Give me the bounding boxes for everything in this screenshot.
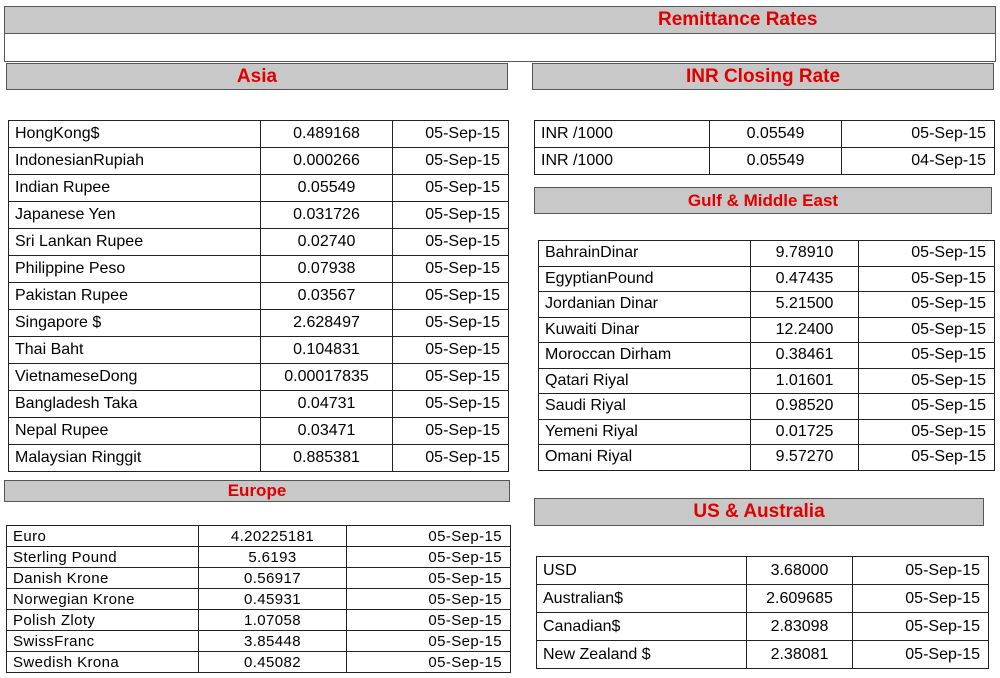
inr-heading-text: INR Closing Rate <box>685 65 841 87</box>
currency-name: Thai Baht <box>9 337 261 364</box>
rate-value: 3.68000 <box>747 557 853 585</box>
table-row <box>537 613 989 641</box>
table-row <box>535 148 995 175</box>
table-row <box>7 652 511 673</box>
rate-date: 05-Sep-15 <box>347 589 511 610</box>
us-table <box>536 556 989 669</box>
rate-value: 0.03471 <box>261 418 393 445</box>
rate-date: 05-Sep-15 <box>347 547 511 568</box>
asia-heading <box>6 63 508 90</box>
rate-date: 05-Sep-15 <box>859 266 995 292</box>
rate-value: 0.05549 <box>710 148 842 175</box>
rate-date: 05-Sep-15 <box>859 343 995 369</box>
table-row <box>539 419 995 445</box>
rate-date: 04-Sep-15 <box>842 148 995 175</box>
rate-value: 4.20225181 <box>199 526 347 547</box>
table-row <box>539 343 995 369</box>
table-row <box>539 368 995 394</box>
page-title-text: Remittance Rates <box>658 9 818 30</box>
rate-value: 5.21500 <box>751 292 859 318</box>
gulf-heading <box>534 187 992 214</box>
rate-date: 05-Sep-15 <box>842 121 995 148</box>
currency-name: Nepal Rupee <box>9 418 261 445</box>
rate-value: 0.07938 <box>261 256 393 283</box>
currency-name: VietnameseDong <box>9 364 261 391</box>
rate-value: 0.000266 <box>261 148 393 175</box>
rate-value: 0.56917 <box>199 568 347 589</box>
table-row <box>539 266 995 292</box>
currency-name: EgyptianPound <box>539 266 751 292</box>
europe-heading-text: Europe <box>227 481 287 500</box>
inr-heading <box>532 63 994 90</box>
currency-name: Euro <box>7 526 199 547</box>
currency-name: SwissFranc <box>7 631 199 652</box>
table-row <box>9 283 509 310</box>
table-row <box>9 256 509 283</box>
rate-date: 05-Sep-15 <box>347 610 511 631</box>
rate-date: 05-Sep-15 <box>393 148 509 175</box>
rate-value: 3.85448 <box>199 631 347 652</box>
table-row <box>7 631 511 652</box>
rate-value: 0.01725 <box>751 419 859 445</box>
rate-date: 05-Sep-15 <box>393 337 509 364</box>
rate-value: 1.07058 <box>199 610 347 631</box>
rate-date: 05-Sep-15 <box>347 631 511 652</box>
rate-date: 05-Sep-15 <box>393 364 509 391</box>
table-row <box>537 557 989 585</box>
table-row <box>7 589 511 610</box>
table-row <box>9 121 509 148</box>
table-row <box>9 418 509 445</box>
inr-table <box>534 120 995 175</box>
currency-name: Singapore $ <box>9 310 261 337</box>
table-row <box>9 445 509 472</box>
currency-name: Saudi Riyal <box>539 394 751 420</box>
table-row <box>9 202 509 229</box>
rate-value: 2.38081 <box>747 641 853 669</box>
rate-date: 05-Sep-15 <box>393 283 509 310</box>
rate-date: 05-Sep-15 <box>853 641 989 669</box>
rate-date: 05-Sep-15 <box>393 256 509 283</box>
rate-date: 05-Sep-15 <box>859 394 995 420</box>
currency-name: Sri Lankan Rupee <box>9 229 261 256</box>
currency-name: New Zealand $ <box>537 641 747 669</box>
currency-name: Philippine Peso <box>9 256 261 283</box>
europe-heading <box>4 480 510 502</box>
currency-name: Qatari Riyal <box>539 368 751 394</box>
us-heading-text: US & Australia <box>693 501 825 522</box>
currency-name: INR /1000 <box>535 121 710 148</box>
currency-name: Yemeni Riyal <box>539 419 751 445</box>
currency-name: Australian$ <box>537 585 747 613</box>
rate-date: 05-Sep-15 <box>347 526 511 547</box>
table-row <box>535 121 995 148</box>
rate-date: 05-Sep-15 <box>393 391 509 418</box>
currency-name: Polish Zloty <box>7 610 199 631</box>
currency-name: Norwegian Krone <box>7 589 199 610</box>
gulf-heading-text: Gulf & Middle East <box>687 190 839 210</box>
rate-date: 05-Sep-15 <box>393 445 509 472</box>
rate-date: 05-Sep-15 <box>853 613 989 641</box>
currency-name: Indian Rupee <box>9 175 261 202</box>
table-row <box>9 364 509 391</box>
table-row <box>7 547 511 568</box>
currency-name: Pakistan Rupee <box>9 283 261 310</box>
rate-value: 0.98520 <box>751 394 859 420</box>
rate-value: 2.628497 <box>261 310 393 337</box>
rate-value: 0.104831 <box>261 337 393 364</box>
rate-date: 05-Sep-15 <box>853 585 989 613</box>
table-row <box>9 229 509 256</box>
rate-date: 05-Sep-15 <box>393 121 509 148</box>
page-title <box>4 6 996 34</box>
rate-date: 05-Sep-15 <box>347 568 511 589</box>
currency-name: IndonesianRupiah <box>9 148 261 175</box>
currency-name: Swedish Krona <box>7 652 199 673</box>
rate-value: 0.05549 <box>261 175 393 202</box>
table-row <box>7 526 511 547</box>
table-row <box>7 610 511 631</box>
currency-name: HongKong$ <box>9 121 261 148</box>
rate-value: 0.02740 <box>261 229 393 256</box>
currency-name: Canadian$ <box>537 613 747 641</box>
table-row <box>537 585 989 613</box>
currency-name: Danish Krone <box>7 568 199 589</box>
asia-table <box>8 120 509 472</box>
rate-value: 2.83098 <box>747 613 853 641</box>
currency-name: Japanese Yen <box>9 202 261 229</box>
currency-name: Sterling Pound <box>7 547 199 568</box>
rate-value: 0.45082 <box>199 652 347 673</box>
table-row <box>9 175 509 202</box>
currency-name: INR /1000 <box>535 148 710 175</box>
rate-date: 05-Sep-15 <box>859 368 995 394</box>
currency-name: Moroccan Dirham <box>539 343 751 369</box>
rate-date: 05-Sep-15 <box>393 175 509 202</box>
rate-value: 5.6193 <box>199 547 347 568</box>
table-row <box>9 337 509 364</box>
gulf-table <box>538 240 995 471</box>
rate-date: 05-Sep-15 <box>859 419 995 445</box>
table-row <box>539 241 995 267</box>
rate-value: 0.03567 <box>261 283 393 310</box>
currency-name: Jordanian Dinar <box>539 292 751 318</box>
rate-value: 9.57270 <box>751 445 859 471</box>
rate-value: 1.01601 <box>751 368 859 394</box>
rate-date: 05-Sep-15 <box>859 241 995 267</box>
rate-value: 2.609685 <box>747 585 853 613</box>
table-row <box>7 568 511 589</box>
rate-date: 05-Sep-15 <box>393 418 509 445</box>
us-heading <box>534 498 984 526</box>
table-row <box>539 317 995 343</box>
currency-name: USD <box>537 557 747 585</box>
rate-value: 9.78910 <box>751 241 859 267</box>
rate-value: 0.885381 <box>261 445 393 472</box>
rate-value: 0.031726 <box>261 202 393 229</box>
currency-name: Bangladesh Taka <box>9 391 261 418</box>
rate-date: 05-Sep-15 <box>859 292 995 318</box>
table-row <box>9 310 509 337</box>
title-spacer-row <box>4 34 996 62</box>
rate-value: 0.38461 <box>751 343 859 369</box>
rate-date: 05-Sep-15 <box>393 310 509 337</box>
rate-date: 05-Sep-15 <box>853 557 989 585</box>
rate-date: 05-Sep-15 <box>393 229 509 256</box>
rate-value: 0.04731 <box>261 391 393 418</box>
table-row <box>539 445 995 471</box>
rate-value: 0.489168 <box>261 121 393 148</box>
rate-value: 0.00017835 <box>261 364 393 391</box>
rate-date: 05-Sep-15 <box>859 445 995 471</box>
rate-date: 05-Sep-15 <box>347 652 511 673</box>
table-row <box>9 148 509 175</box>
currency-name: Omani Riyal <box>539 445 751 471</box>
rate-value: 0.05549 <box>710 121 842 148</box>
currency-name: Kuwaiti Dinar <box>539 317 751 343</box>
currency-name: BahrainDinar <box>539 241 751 267</box>
table-row <box>9 391 509 418</box>
rate-value: 0.45931 <box>199 589 347 610</box>
table-row <box>539 394 995 420</box>
rate-date: 05-Sep-15 <box>859 317 995 343</box>
europe-table <box>6 525 511 673</box>
currency-name: Malaysian Ringgit <box>9 445 261 472</box>
rate-date: 05-Sep-15 <box>393 202 509 229</box>
table-row <box>539 292 995 318</box>
table-row <box>537 641 989 669</box>
rate-value: 0.47435 <box>751 266 859 292</box>
rate-value: 12.2400 <box>751 317 859 343</box>
asia-heading-text: Asia <box>236 65 278 87</box>
